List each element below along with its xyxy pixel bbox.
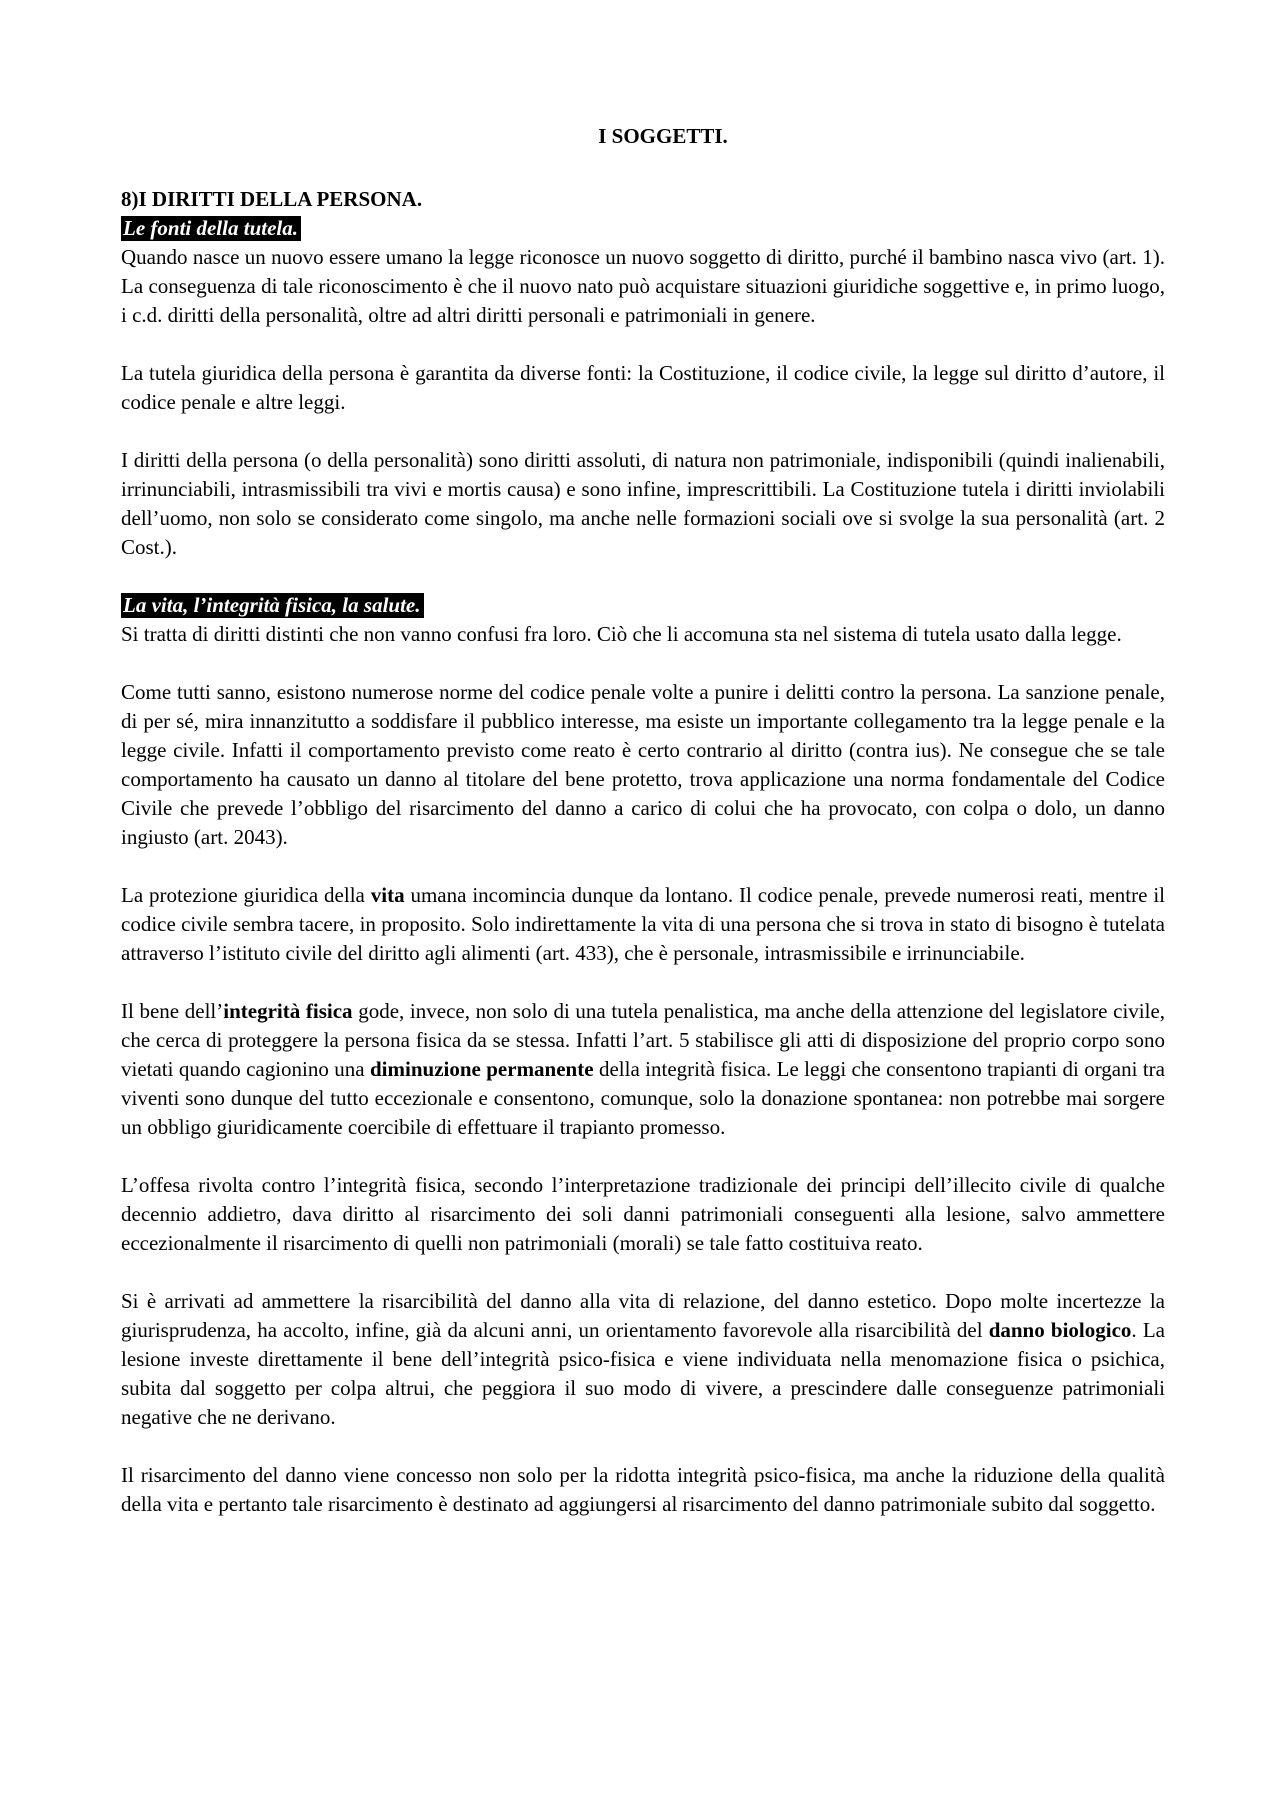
section-title: 8)I DIRITTI DELLA PERSONA. — [121, 187, 423, 211]
bold-vita: vita — [370, 883, 405, 907]
paragraph-7: Il bene dell’integrità fisica gode, invece, non solo di una tutela penalistica, ma anche della attenzione del legislatore civile, che cerca di proteggere la persona fisica da se stessa. Infatti l’art. 5 stabilisce gli atti di disposizione del proprio corpo sono vietati quando cagionino una diminuzione permanente della integrità fisica. Le leggi che consentono trapianti di organi tra viventi sono dunque del tutto eccezionale e consentono, comunque, solo la donazione spontanea: non potrebbe mai sorgere un obbligo giuridicamente coercibile di effettuare il trapianto promesso. — [121, 999, 1166, 1139]
paragraph-9: Si è arrivati ad ammettere la risarcibilità del danno alla vita di relazione, del danno estetico. Dopo molte incertezze la giurisprudenza, ha accolto, infine, già da alcuni anni, un orientamento favorevole alla risarcibilità del danno biologico. La lesione investe direttamente il bene dell’integrità psico-fisica e viene individuata nella menomazione fisica o psichica, subita dal soggetto per colpa altrui, che peggiora il suo modo di vivere, a prescindere dalle conseguenze patrimoniali negative che ne derivano. — [121, 1289, 1165, 1429]
subheading-fonti — [121, 214, 1165, 243]
paragraph-10: Il risarcimento del danno viene concesso non solo per la ridotta integrità psico-fisica, ma anche la riduzione della qualità della vita e pertanto tale risarcimento è destinato ad aggiungersi al risarcimento del danno patrimoniale subito dal soggetto. — [121, 1463, 1165, 1516]
subheading-vita-text: La vita, l’integrità fisica, la salute. — [121, 593, 424, 618]
paragraph-1: Quando nasce un nuovo essere umano la legge riconosce un nuovo soggetto di diritto, purché il bambino nasca vivo (art. 1). La conseguenza di tale riconoscimento è che il nuovo nato può acquistare situazioni giuridiche soggettive e, in primo luogo, i c.d. diritti della personalità, oltre ad altri diritti personali e patrimoniali in genere. — [121, 245, 1165, 327]
bold-diminuzione-permanente: diminuzione permanente — [370, 1057, 594, 1081]
document-body — [121, 184, 1165, 1548]
subheading-vita — [121, 591, 1165, 620]
paragraph-8: L’offesa rivolta contro l’integrità fisica, secondo l’interpretazione tradizionale dei principi dell’illecito civile di qualche decennio addietro, dava diritto al risarcimento dei soli danni patrimoniali conseguenti alla lesione, salvo ammettere eccezionalmente il risarcimento di quelli non patrimoniali (morali) se tale fatto costituiva reato. — [121, 1173, 1165, 1255]
paragraph-3: I diritti della persona (o della personalità) sono diritti assoluti, di natura non patrimoniale, indisponibili (quindi inalienabili, irrinunciabili, intrasmissibili tra vivi e mortis causa) e sono infine, imprescrittibili. La Costituzione tutela i diritti inviolabili dell’uomo, non solo se considerato come singolo, ma anche nelle formazioni sociali ove si svolge la sua personalità (art. 2 Cost.). — [121, 448, 1165, 559]
bold-integrita-fisica: integrità fisica — [223, 999, 353, 1023]
document-title: I SOGGETTI. — [598, 124, 728, 148]
paragraph-5: Come tutti sanno, esistono numerose norme del codice penale volte a punire i delitti contro la persona. La sanzione penale, di per sé, mira innanzitutto a soddisfare il pubblico interesse, ma esiste un importante collegamento tra la legge penale e la legge civile. Infatti il comportamento previsto come reato è certo contrario al diritto (contra ius). Ne consegue che se tale comportamento ha causato un danno al titolare del bene protetto, trova applicazione una norma fondamentale del Codice Civile che prevede l’obbligo del risarcimento del danno a carico di colui che ha provocato, con colpa o dolo, un danno ingiusto (art. 2043). — [121, 680, 1165, 849]
bold-danno-biologico: danno biologico — [988, 1318, 1132, 1342]
subheading-fonti-text: Le fonti della tutela. — [121, 216, 301, 241]
paragraph-6: La protezione giuridica della vita umana incomincia dunque da lontano. Il codice penale, prevede numerosi reati, mentre il codice civile sembra tacere, in proposito. Solo indirettamente la vita di una persona che si trova in stato di bisogno è tutelata attraverso l’istituto civile del diritto agli alimenti (art. 433), che è personale, intrasmissibile e irrinunciabile. — [121, 883, 1165, 965]
paragraph-2: La tutela giuridica della persona è garantita da diverse fonti: la Costituzione, il codice civile, la legge sul diritto d’autore, il codice penale e altre leggi. — [121, 361, 1165, 414]
paragraph-4: Si tratta di diritti distinti che non vanno confusi fra loro. Ciò che li accomuna sta nel sistema di tutela usato dalla legge. — [121, 622, 1122, 646]
